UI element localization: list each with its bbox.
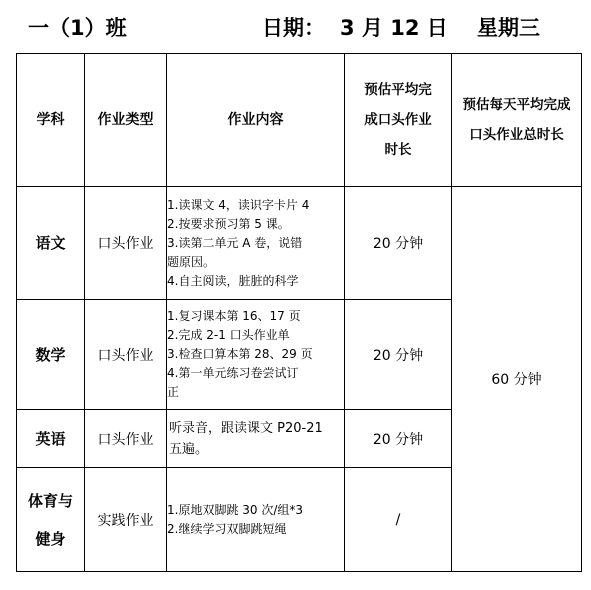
- duration-cell: 20 分钟: [345, 410, 452, 468]
- col-header-est-daily-line: 口头作业总时长: [469, 127, 564, 143]
- content-line: 1.读课文 4，读识字卡片 4: [167, 197, 310, 212]
- col-header-est-avg-line: 成口头作业: [364, 112, 432, 128]
- homework-table: [16, 53, 582, 572]
- col-header-est-avg: [345, 54, 452, 187]
- weekday: 星期三: [477, 16, 540, 40]
- content-line: 2.继续学习双脚跳短绳: [167, 521, 287, 536]
- content-line: 2.按要求预习第 5 课。: [167, 216, 290, 231]
- content-line: 五遍。: [169, 441, 209, 457]
- type-cell: 实践作业: [85, 468, 167, 572]
- content-line: 1.复习课本第 16、17 页: [167, 309, 301, 323]
- content-line: 1.原地双脚跳 30 次/组*3: [167, 502, 304, 517]
- page-header: [0, 8, 591, 44]
- col-header-est-daily: [452, 54, 582, 187]
- type-cell: 口头作业: [85, 410, 167, 468]
- subject-line: 体育与: [27, 491, 73, 510]
- daily-total-cell: 60 分钟: [452, 187, 582, 572]
- content-cell: [167, 300, 345, 410]
- col-header-est-avg-line: 时长: [384, 142, 412, 158]
- col-header-est-daily-line: 预估每天平均完成: [462, 97, 571, 113]
- col-header-type: 作业类型: [85, 54, 167, 187]
- subject-cell: 语文: [17, 187, 85, 300]
- duration-cell: /: [345, 468, 452, 572]
- class-name: 一（1）班: [28, 16, 127, 40]
- subject-line: 健身: [35, 529, 66, 548]
- content-cell: [167, 468, 345, 572]
- content-cell: [167, 410, 345, 468]
- type-cell: 口头作业: [85, 187, 167, 300]
- content-line: 听录音，跟读课文 P20-21: [169, 420, 323, 436]
- duration-cell: 20 分钟: [345, 300, 452, 410]
- content-line: 2.完成 2-1 口头作业单: [167, 328, 290, 342]
- table-header-row: [17, 54, 582, 187]
- date-label: 日期：: [262, 16, 325, 40]
- subject-cell: 数学: [17, 300, 85, 410]
- col-header-content: 作业内容: [167, 54, 345, 187]
- content-line: 题原因。: [167, 254, 216, 269]
- content-line: 正: [167, 385, 180, 399]
- content-cell: [167, 187, 345, 300]
- col-header-subject: 学科: [17, 54, 85, 187]
- content-line: 4.自主阅读，脏脏的科学: [167, 273, 299, 288]
- date-value: 3 月 12 日: [340, 16, 448, 40]
- type-cell: 口头作业: [85, 300, 167, 410]
- content-line: 4.第一单元练习卷尝试订: [167, 366, 299, 380]
- col-header-est-avg-line: 预估平均完: [364, 82, 432, 98]
- content-line: 3.读第二单元 A 卷，说错: [167, 235, 303, 250]
- subject-cell: 英语: [17, 410, 85, 468]
- subject-cell: [17, 468, 85, 572]
- table-row: [17, 187, 582, 300]
- content-line: 3.检查口算本第 28、29 页: [167, 347, 313, 361]
- duration-cell: 20 分钟: [345, 187, 452, 300]
